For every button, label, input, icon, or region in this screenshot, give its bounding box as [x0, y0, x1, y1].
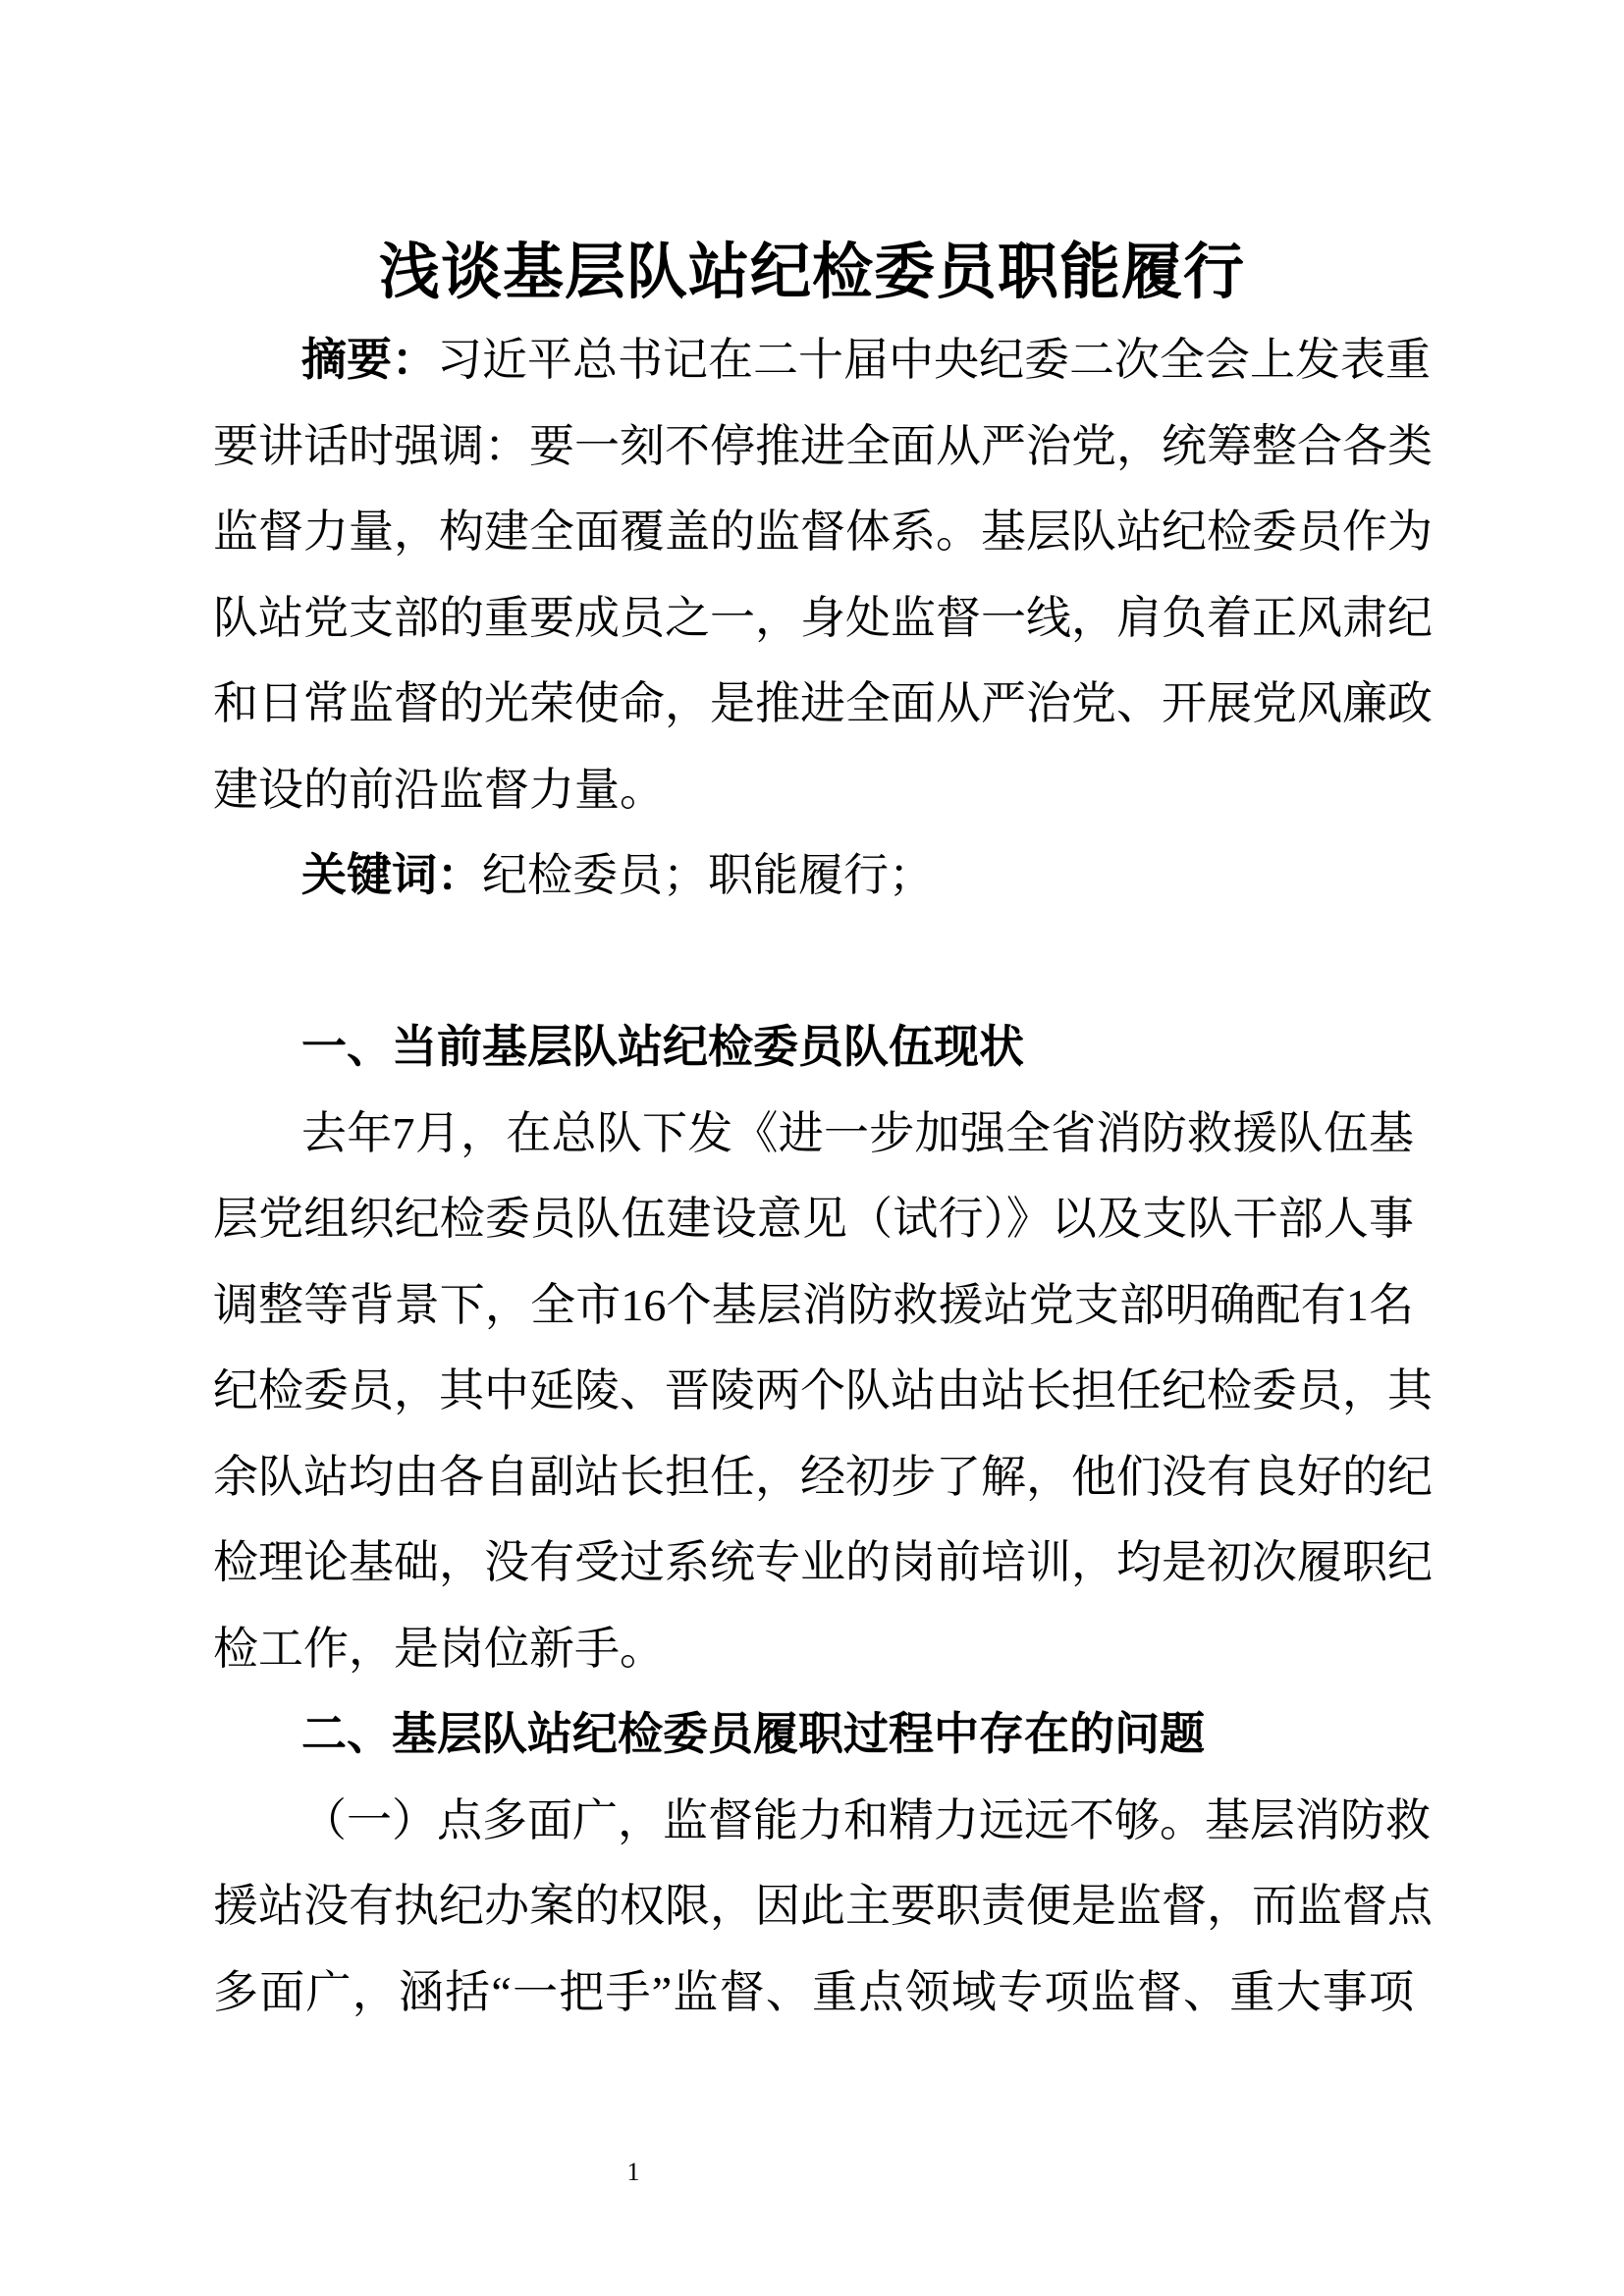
section-heading-2: 二、基层队站纪检委员履职过程中存在的问题 — [301, 1709, 1205, 1759]
paragraph-line: 多面广，涵括“一把手”监督、重点领域专项监督、重大事项 — [213, 1966, 1414, 2017]
abstract-line — [213, 317, 1431, 403]
page-number: 1 — [626, 2158, 640, 2186]
abstract-line: 要讲话时强调：要一刻不停推进全面从严治党，统筹整合各类 — [213, 420, 1433, 471]
paragraph-line: 检工作，是岗位新手。 — [213, 1623, 665, 1674]
paragraph-line: 纪检委员，其中延陵、晋陵两个队站由站长担任纪检委员，其 — [213, 1365, 1433, 1415]
abstract-line: 和日常监督的光荣使命，是推进全面从严治党、开展党风廉政 — [213, 678, 1433, 728]
paragraph-line: 去年7月，在总队下发《进一步加强全省消防救援队伍基 — [301, 1107, 1414, 1158]
abstract-text: 习近平总书记在二十届中央纪委二次全会上发表重 — [437, 335, 1431, 385]
abstract-label: 摘要： — [301, 335, 437, 385]
paragraph-line: 检理论基础，没有受过系统专业的岗前培训，均是初次履职纪 — [213, 1537, 1433, 1587]
section-heading-1: 一、当前基层队站纪检委员队伍现状 — [301, 1022, 1024, 1072]
paragraph-line: 调整等背景下，全市16个基层消防救援站党支部明确配有1名 — [213, 1279, 1414, 1330]
keywords-label: 关键词： — [301, 850, 482, 900]
paragraph-line: 援站没有执纪办案的权限，因此主要职责便是监督，而监督点 — [213, 1881, 1433, 1931]
abstract-line: 监督力量，构建全面覆盖的监督体系。基层队站纪检委员作为 — [213, 507, 1433, 557]
abstract-line: 建设的前沿监督力量。 — [213, 764, 665, 815]
document-body — [213, 317, 1433, 2035]
paragraph-line: 层党组织纪检委员队伍建设意见（试行）》以及支队干部人事 — [213, 1194, 1414, 1244]
paragraph-line: 余队站均由各自副站长担任，经初步了解，他们没有良好的纪 — [213, 1451, 1433, 1502]
keywords-line — [213, 832, 1414, 919]
blank-line — [213, 919, 1414, 1005]
document-title: 浅谈基层队站纪检委员职能履行 — [378, 240, 1245, 306]
abstract-line: 队站党支部的重要成员之一，身处监督一线，肩负着正风肃纪 — [213, 592, 1433, 643]
paragraph-line: （一）点多面广，监督能力和精力远远不够。基层消防救 — [301, 1794, 1431, 1845]
keywords-text: 纪检委员；职能履行； — [482, 850, 934, 900]
